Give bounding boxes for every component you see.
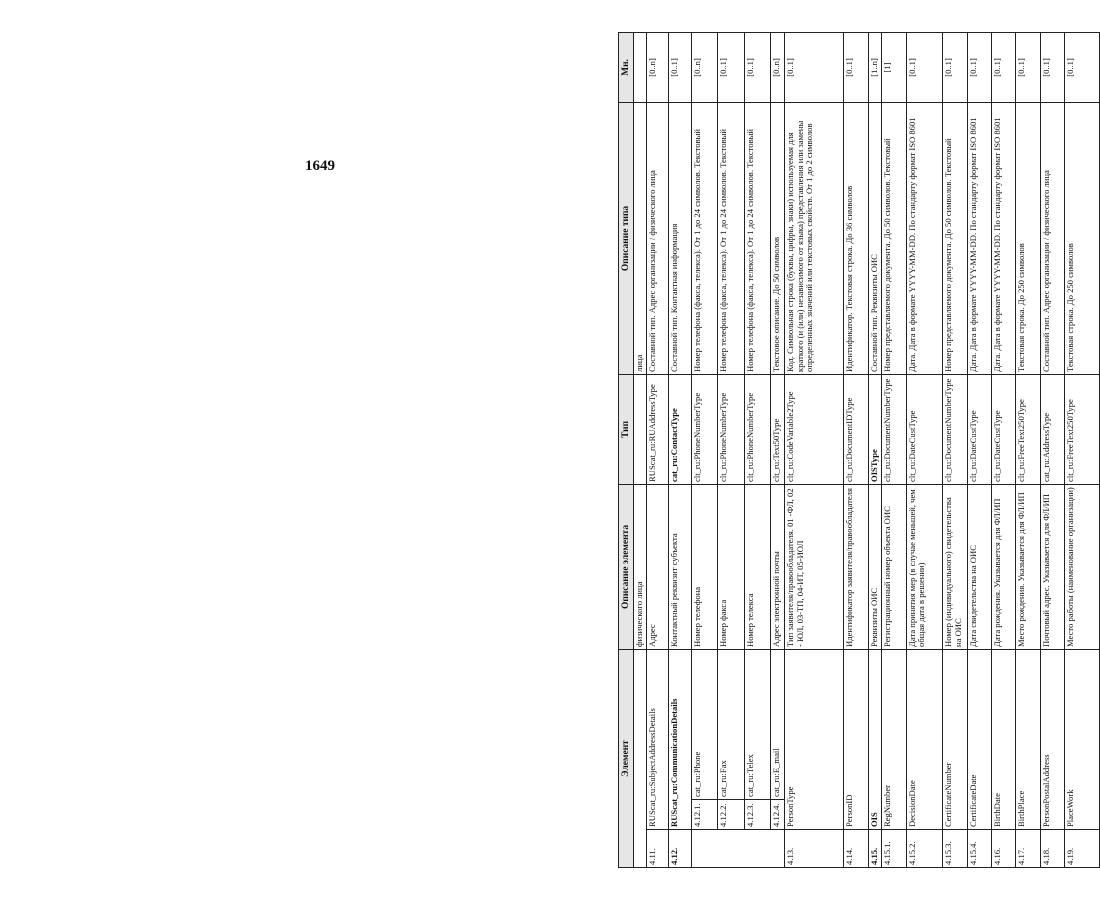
- table-row: 4.15.1. RegNumber Регистрационный номер объекта ОИС clt_ru:DocumentNumberType Номер представляемого документа. До 50 символов. Текстовый [1]: [882, 32, 906, 867]
- table-row: 4.18. PersonPostalAddress Почтовый адрес. Указывается для ФЛ/ИП cat_ru:AddressType Составной тип. Адрес организации / физического лица [0..1]: [1040, 32, 1064, 867]
- table-row: 4.12.1. cat_ru:Phone Номер телефона clt_ru:PhoneNumberType Номер телефона (факса, телекса). От 1 до 24 символов. Текстовый [0..n]: [691, 32, 717, 867]
- table-row: 4.15.3. CertificateNumber Номер (индивидуального) свидетельства на ОИС clt_ru:DocumentNumberType Номер представляемого документа. До 50 символов. Текстовый [0..1]: [943, 32, 967, 867]
- table-row: 4.19. PlaceWork Место работы (наименование организации) clt_ru:FreeText250Type Текстовая строка. До 250 символов [0..1]: [1065, 32, 1100, 867]
- header-type: Тип: [619, 374, 634, 484]
- table-row: 4.12.2. cat_ru:Fax Номер факса clt_ru:PhoneNumberType Номер телефона (факса, телекса). От 1 до 24 символов. Текстовый [0..1]: [718, 32, 744, 867]
- page-number: 1649: [305, 158, 335, 174]
- table-row: 4.11. RUScat_ru:SubjectAddressDetails Адрес RUScat_ru:RUAddressType Составной тип. Адрес организации / физического лица [0..n]: [647, 32, 669, 867]
- header-mn: Мн.: [619, 32, 634, 102]
- rotated-table-container: [618, 33, 1100, 868]
- header-element: Элемент: [619, 649, 634, 867]
- table-row: 4.12. RUScat_ru:CommunicationDetails Контактный реквизит субъекта cat_ru:ContactType Составной тип. Контактная информация [0..1]: [669, 32, 691, 867]
- header-element-desc: Описание элемента: [619, 484, 634, 649]
- table-row: 4.12.3. cat_ru:Telex Номер телекса clt_ru:PhoneNumberType Номер телефона (факса, телекса). От 1 до 24 символов. Текстовый [0..1]: [744, 32, 770, 867]
- table-row: 4.15.2. DecisionDate Дата принятия мер (в случае меньшей, чем общая дата в решении) clt_ru:DateCustType Дата. Дата в формате YYYY-MM-DD. По стандарту формат ISO 8601 [0..1]: [906, 32, 943, 867]
- header-type-desc: Описание типа: [619, 102, 634, 374]
- table-row: 4.13. PersonType Тип заявителя/правообладателя. 01 -ФЛ, 02 - ЮЛ, 03-ТП, 04-ИТ, 05-ИОЛ clt_ru:CodeVariable2Type Код. Символьная строка (буквы, цифры, знаки) используемая для краткого (и (или) независимого от языка) представления или замены определенных значений или текстовых свойств. От 1 до 2 символов [0..1]: [785, 32, 844, 867]
- table-row: физического лица лица: [634, 32, 647, 867]
- table-row: 4.17. BirthPlace Место рождения. Указывается для ФЛ/ИП clt_ru:FreeText250Type Текстовая строка. До 250 символов [0..1]: [1016, 32, 1040, 867]
- schema-table: [618, 32, 1100, 868]
- table-row: 4.15.4. CertificateDate Дата свидетельства на ОИС clt_ru:DateCustType Дата. Дата в формате YYYY-MM-DD. По стандарту формат ISO 8601 [0..1]: [967, 32, 991, 867]
- table-row: 4.12.4. cat_ru:E_mail Адрес электронной почты clt_ru:Text50Type Текстовое описание. До 50 символов [0..n]: [771, 32, 785, 867]
- table-row: 4.15. OIS Реквизиты ОИС OISType Составной тип. Реквизиты ОИС [1..n]: [868, 32, 881, 867]
- table-row: 4.16. BirthDate Дата рождения. Указывается для ФЛ/ИП clt_ru:DateCustType Дата. Дата в формате YYYY-MM-DD. По стандарту формат ISO 8601 [0..1]: [992, 32, 1016, 867]
- table-row: 4.14. PersonID Идентификатор заявителя/правообладателя clt_ru:DocumentIDType Идентификатор. Текстовая строка. До 36 символов [0..1]: [844, 32, 868, 867]
- header-row: [619, 32, 634, 867]
